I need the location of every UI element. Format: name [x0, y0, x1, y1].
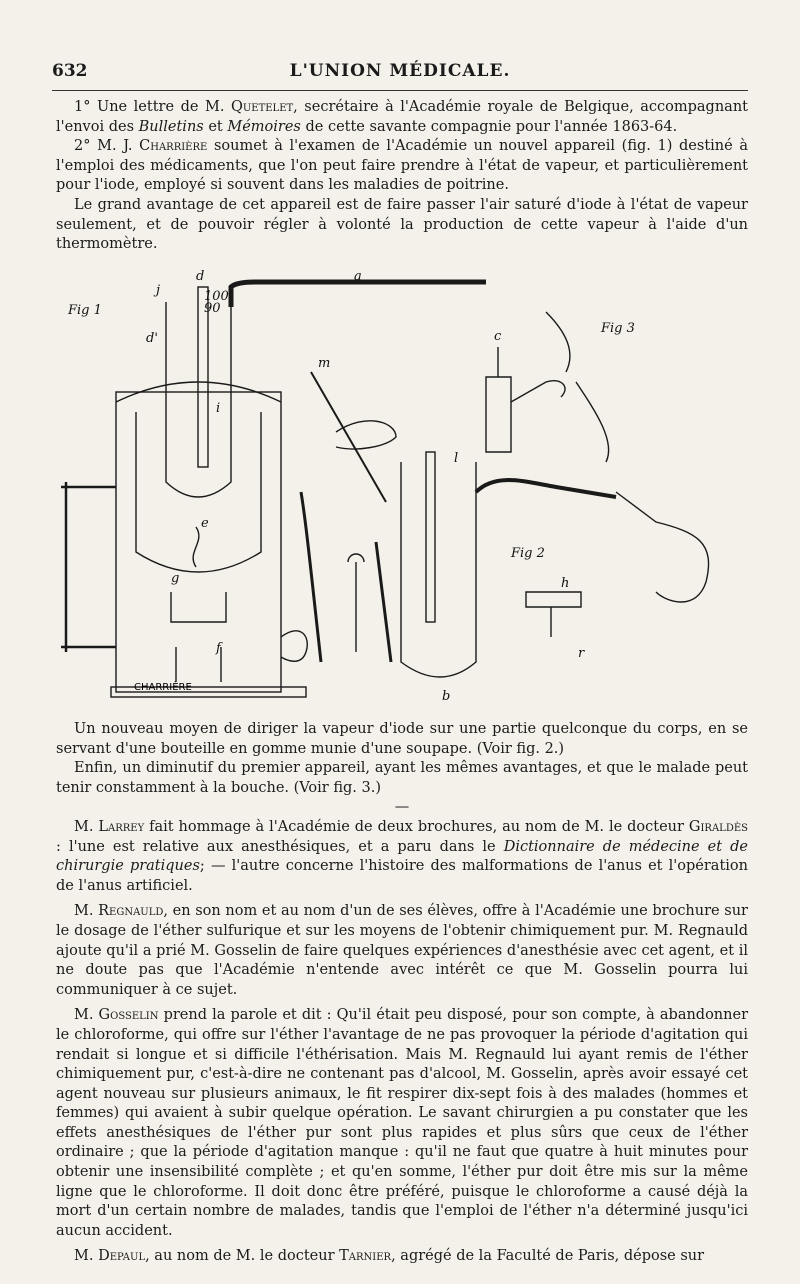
fig1-lamp-stand	[176, 647, 221, 682]
fig1-ring	[281, 631, 307, 661]
label-j: j	[156, 283, 161, 298]
paragraph-fig3: Enfin, un diminutif du premier appareil, ayant les mêmes avantages, et que le malade peut tenir constamment à la bouche. (Voir fig. 3.)	[56, 760, 748, 796]
fig3-inhaler	[486, 347, 511, 452]
scale-100: 100	[204, 289, 229, 304]
label-a: a	[354, 269, 362, 284]
label-d-prime: d'	[146, 331, 158, 346]
fig1-tube-a	[231, 282, 486, 307]
fig1-lamp	[171, 592, 226, 622]
separator-dash: —	[394, 799, 410, 816]
apparatus-engraving	[56, 262, 748, 702]
name-charriere: Charrière	[139, 138, 208, 155]
fig2-caption: Fig 2	[511, 546, 545, 561]
tube-piece-3	[376, 542, 391, 662]
label-c: c	[494, 329, 502, 344]
paragraph-regnauld: M. Regnauld, en son nom et au nom d'un de ses élèves, offre à l'Académie une brochure sur le dosage de l'éther sulfurique et sur les moyens de l'obtenir chimiquement pur. M. Regnauld ajoute qu'il a prié M. Gosselin de faire quelques expériences d'anesthésie avec cet agent, et il ne doute pas que l'Académie n'entende avec intérêt ce que M. Gosselin pourra lui communiquer à ce sujet.	[56, 903, 748, 998]
label-d: d	[196, 269, 205, 284]
fig2-flask	[401, 462, 476, 677]
fig3-chin	[576, 382, 609, 462]
paragraph-larrey: M. Larrey fait hommage à l'Académie de deux brochures, au nom de M. le docteur Giraldès : l'une est relative aux anesthésiques, et a paru dans le Dictionnaire de médecine et de chirurgie pratiques; — l'autre concerne l'histoire des malformations de l'anus et l'opération de l'anus artificiel.	[56, 818, 748, 894]
header-rule	[52, 90, 748, 91]
fig1-flame	[193, 527, 199, 567]
fig2-rubber-tube	[476, 480, 616, 497]
scale-90: 90	[204, 301, 221, 316]
label-l: l	[454, 451, 459, 466]
fig3-mouthpiece	[511, 381, 565, 402]
label-h: h	[561, 576, 570, 591]
paragraph-depaul: M. Depaul, au nom de M. le docteur Tarnier, agrégé de la Faculté de Paris, dépose sur	[74, 1248, 705, 1265]
label-b: b	[442, 689, 451, 702]
hand-right	[616, 492, 709, 602]
fig1-caption: Fig 1	[68, 303, 102, 318]
body-text	[56, 720, 748, 1267]
paragraph-advantage: Le grand avantage de cet appareil est de faire passer l'air saturé d'iode à l'état de vapeur seulement, et de pouvoir régler à volonté la production de cette vapeur à l'aide d'un thermomètre.	[56, 196, 748, 253]
journal-title: L'UNION MÉDICALE.	[289, 61, 511, 81]
paragraph-fig2: Un nouveau moyen de diriger la vapeur d'iode sur une partie quelconque du corps, en se servant d'une bouteille en gomme munie d'une soupape. (Voir fig. 2.)	[56, 721, 748, 757]
tube-piece-2	[348, 554, 364, 652]
fig3-caption: Fig 3	[601, 321, 635, 336]
paragraph-gosselin: M. Gosselin prend la parole et dit : Qu'il était peu disposé, pour son compte, à abandonner le chloroforme, qui offre sur l'éther l'avantage de ne pas provoquer la période d'agitation qui rendait si longue et si difficile l'éthérisation. Mais M. Regnauld lui ayant remis de l'éther chimiquement pur, c'est-à-dire ne contenant pas d'alcool, M. Gosselin, après avoir essayé cet agent nouveau sur plusieurs animaux, le fit respirer dix-sept fois à des malades (hommes et femmes) qui avaient à subir quelque opération. Le savant chirurgien a pu constater que les effets anesthésiques de l'éther pur sont plus rapides et plus sûrs que ceux de l'éther ordinaire ; que la période d'agitation manque : qu'il ne faut que quatre à huit minutes pour obtenir une insensibilité complète ; et qu'en somme, l'éther pur doit être mis sur la même ligne que le chloroforme. Il doit donc être préféré, puisque le chloroforme a causé déjà la mort d'un certain nombre de malades, tandis que l'emploi de l'éther n'a déterminé jusqu'ici aucun accident.	[56, 1007, 748, 1239]
fig1-pipe-m	[311, 372, 386, 502]
paragraph-item1: 1° Une lettre de M. Quetelet, secrétaire à l'Académie royale de Belgique, accompagnant l'envoi des Bulletins et Mémoires de cette savante compagnie pour l'année 1863-64.	[56, 99, 748, 135]
intro-text	[56, 98, 748, 255]
fig2-thermometer	[426, 452, 435, 622]
maker-mark: CHARRIÈRE	[134, 682, 192, 693]
name-quetelet: Quetelet	[230, 99, 294, 115]
label-e: e	[201, 516, 209, 531]
fig1-handle	[61, 482, 116, 652]
label-m: m	[318, 356, 331, 371]
label-i: i	[216, 401, 221, 416]
page-header	[52, 58, 748, 84]
hand-left	[336, 421, 396, 449]
label-f: f	[216, 641, 221, 656]
fig3-nose	[546, 312, 570, 372]
label-g: g	[171, 571, 180, 586]
paragraph-item2: 2° M. J. Charrière soumet à l'examen de l'Académie un nouvel appareil (fig. 1) destiné à l'emploi des médicaments, que l'on peut faire prendre à l'état de vapeur, et particulièrement pour l'iode, employé si souvent dans les maladies de poitrine.	[56, 138, 748, 194]
apparatus-figure	[56, 262, 748, 702]
fig2-valve	[526, 592, 581, 637]
label-r: r	[578, 646, 585, 661]
page-number: 632	[52, 61, 88, 81]
tube-piece-1	[301, 492, 321, 662]
